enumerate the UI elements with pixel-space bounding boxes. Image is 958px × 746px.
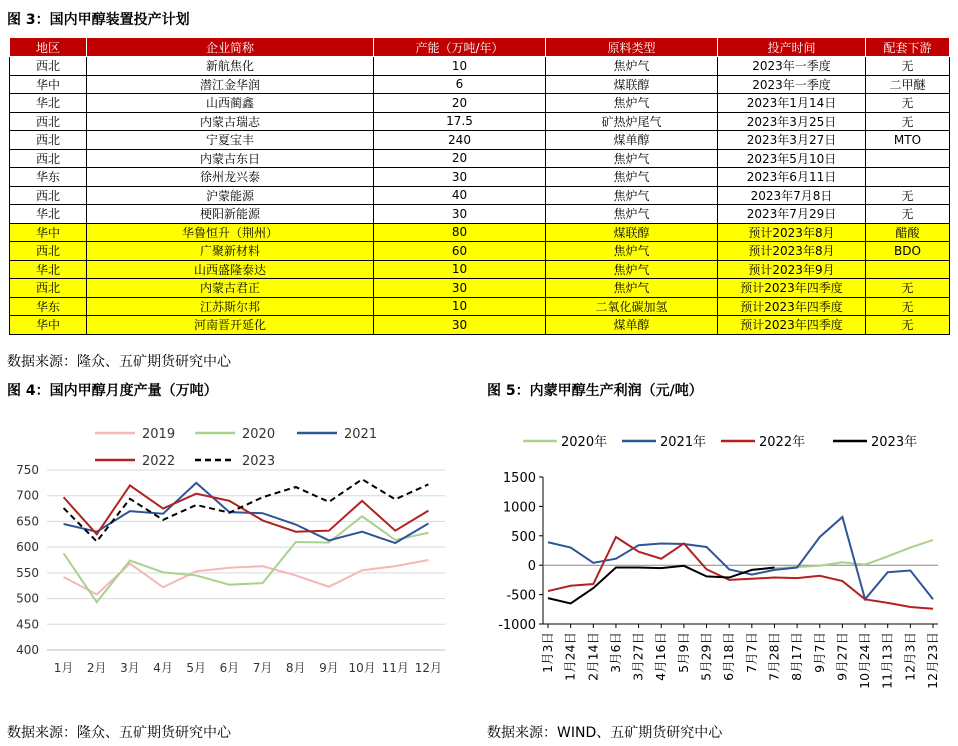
cell-company: 徐州龙兴泰 — [87, 168, 374, 187]
cell-region: 华东 — [10, 297, 87, 316]
y-tick-label: -500 — [506, 588, 536, 604]
cell-capacity: 240 — [374, 131, 546, 150]
table-row — [10, 149, 950, 168]
cell-region: 华中 — [10, 316, 87, 335]
cell-start-date: 预计2023年9月 — [718, 260, 866, 279]
x-tick-label: 8月17日 — [789, 632, 805, 681]
cell-downstream: 无 — [866, 279, 950, 298]
legend-label: 2022 — [142, 454, 176, 469]
capacity-plan-table — [9, 37, 950, 335]
cell-start-date: 2023年3月27日 — [718, 131, 866, 150]
cell-region: 西北 — [10, 112, 87, 131]
cell-downstream: 无 — [866, 57, 950, 76]
x-tick-label: 10月24日 — [857, 632, 873, 689]
cell-company: 广聚新材料 — [87, 242, 374, 261]
y-tick-label: 650 — [16, 514, 39, 529]
cell-feedstock: 焦炉气 — [546, 149, 718, 168]
cell-downstream: 无 — [866, 186, 950, 205]
x-tick-label: 1月3日 — [540, 632, 555, 673]
table-row — [10, 94, 950, 113]
x-tick-label: 3月6日 — [607, 632, 623, 673]
y-tick-label: 550 — [16, 565, 39, 580]
cell-region: 华东 — [10, 168, 87, 187]
fig3-title: 图 3：国内甲醇装置投产计划 — [7, 12, 190, 28]
cell-capacity: 10 — [374, 260, 546, 279]
x-tick-label: 4月 — [153, 661, 173, 675]
x-tick-label: 9月7日 — [811, 632, 827, 673]
cell-downstream: 无 — [866, 316, 950, 335]
table-row — [10, 186, 950, 205]
cell-company: 山西盛隆泰达 — [87, 260, 374, 279]
cell-feedstock: 煤联醇 — [546, 223, 718, 242]
table-row — [10, 316, 950, 335]
x-tick-label: 7月7日 — [743, 632, 759, 673]
cell-feedstock: 焦炉气 — [546, 242, 718, 261]
cell-capacity: 10 — [374, 57, 546, 76]
legend-label: 2021 — [344, 427, 378, 442]
y-tick-label: 600 — [16, 540, 39, 555]
cell-feedstock: 焦炉气 — [546, 279, 718, 298]
cell-start-date: 预计2023年四季度 — [718, 297, 866, 316]
cell-capacity: 17.5 — [374, 112, 546, 131]
x-tick-label: 10月 — [348, 661, 376, 675]
cell-feedstock: 焦炉气 — [546, 168, 718, 187]
x-tick-label: 4月16日 — [653, 632, 669, 681]
cell-company: 梗阳新能源 — [87, 205, 374, 224]
cell-feedstock: 焦炉气 — [546, 205, 718, 224]
table-row — [10, 75, 950, 94]
cell-company: 内蒙古东日 — [87, 149, 374, 168]
cell-company: 沪蒙能源 — [87, 186, 374, 205]
series-line-2022 — [64, 485, 429, 534]
legend-label: 2021年 — [660, 435, 707, 450]
x-tick-label: 1月 — [53, 661, 74, 675]
cell-downstream: 二甲醚 — [866, 75, 950, 94]
y-tick-label: 500 — [16, 591, 39, 606]
cell-company: 宁夏宝丰 — [87, 131, 374, 150]
legend-label: 2023年 — [871, 435, 918, 450]
cell-capacity: 20 — [374, 149, 546, 168]
header-capacity: 产能（万吨/年） — [374, 38, 546, 57]
table-row — [10, 223, 950, 242]
cell-feedstock: 焦炉气 — [546, 186, 718, 205]
cell-region: 西北 — [10, 242, 87, 261]
cell-downstream: 无 — [866, 205, 950, 224]
x-tick-label: 7月28日 — [766, 632, 782, 681]
table-row — [10, 131, 950, 150]
cell-region: 西北 — [10, 186, 87, 205]
cell-region: 华北 — [10, 205, 87, 224]
x-tick-label: 3月 — [120, 661, 140, 675]
cell-capacity: 80 — [374, 223, 546, 242]
cell-feedstock: 煤联醇 — [546, 75, 718, 94]
header-downstream: 配套下游 — [866, 38, 950, 57]
x-tick-label: 9月27日 — [834, 632, 850, 681]
header-company: 企业简称 — [87, 38, 374, 57]
cell-company: 华鲁恒升（荆州） — [87, 223, 374, 242]
cell-capacity: 10 — [374, 297, 546, 316]
cell-company: 内蒙古君正 — [87, 279, 374, 298]
y-tick-label: 0 — [527, 559, 536, 575]
cell-start-date: 2023年7月29日 — [718, 205, 866, 224]
fig3-source: 数据来源：隆众、五矿期货研究中心 — [7, 354, 231, 370]
cell-region: 华北 — [10, 94, 87, 113]
x-tick-label: 8月 — [285, 661, 306, 675]
table-row — [10, 260, 950, 279]
cell-region: 华北 — [10, 260, 87, 279]
cell-feedstock: 二氧化碳加氢 — [546, 297, 718, 316]
x-tick-label: 6月18日 — [721, 632, 737, 681]
x-tick-label: 7月 — [252, 661, 273, 675]
cell-company: 江苏斯尔邦 — [87, 297, 374, 316]
y-tick-label: 450 — [16, 617, 39, 632]
cell-start-date: 2023年一季度 — [718, 75, 866, 94]
cell-downstream — [866, 168, 950, 187]
cell-start-date: 2023年7月8日 — [718, 186, 866, 205]
legend-label: 2020 — [242, 427, 276, 442]
cell-downstream: 醋酸 — [866, 223, 950, 242]
legend-label: 2022年 — [759, 435, 806, 450]
cell-start-date: 2023年6月11日 — [718, 168, 866, 187]
cell-region: 西北 — [10, 279, 87, 298]
cell-start-date: 预计2023年四季度 — [718, 316, 866, 335]
y-tick-label: -1000 — [498, 618, 536, 633]
x-tick-label: 1月24日 — [562, 632, 578, 681]
table-row — [10, 297, 950, 316]
legend-label: 2019 — [142, 427, 176, 442]
x-tick-label: 9月 — [319, 661, 339, 675]
cell-company: 潜江金华润 — [87, 75, 374, 94]
cell-capacity: 30 — [374, 279, 546, 298]
cell-start-date: 2023年一季度 — [718, 57, 866, 76]
table-header-row — [10, 38, 950, 57]
table-row — [10, 168, 950, 187]
cell-start-date: 预计2023年8月 — [718, 242, 866, 261]
cell-capacity: 30 — [374, 205, 546, 224]
cell-feedstock: 焦炉气 — [546, 57, 718, 76]
cell-capacity: 20 — [374, 94, 546, 113]
series-line-2020 — [64, 516, 429, 602]
cell-region: 西北 — [10, 149, 87, 168]
cell-feedstock: 矿热炉尾气 — [546, 112, 718, 131]
cell-region: 华中 — [10, 223, 87, 242]
header-feedstock: 原料类型 — [546, 38, 718, 57]
cell-capacity: 60 — [374, 242, 546, 261]
cell-company: 内蒙古瑞志 — [87, 112, 374, 131]
table-row — [10, 242, 950, 261]
y-tick-label: 400 — [16, 643, 39, 657]
y-tick-label: 1500 — [502, 471, 536, 486]
x-tick-label: 11月13日 — [879, 632, 895, 689]
cell-downstream: MTO — [866, 131, 950, 150]
legend-label: 2023 — [242, 454, 276, 469]
header-start-date: 投产时间 — [718, 38, 866, 57]
table-row — [10, 279, 950, 298]
cell-capacity: 40 — [374, 186, 546, 205]
cell-capacity: 6 — [374, 75, 546, 94]
cell-downstream: 无 — [866, 112, 950, 131]
y-tick-label: 500 — [511, 529, 536, 545]
cell-feedstock: 煤单醇 — [546, 316, 718, 335]
x-tick-label: 6月 — [219, 661, 240, 675]
legend-label: 2020年 — [561, 435, 608, 450]
cell-capacity: 30 — [374, 316, 546, 335]
cell-start-date: 预计2023年8月 — [718, 223, 866, 242]
x-tick-label: 2月14日 — [585, 632, 601, 681]
y-tick-label: 1000 — [502, 500, 536, 516]
table-row — [10, 205, 950, 224]
fig4-source: 数据来源：隆众、五矿期货研究中心 — [7, 725, 231, 741]
cell-start-date: 预计2023年四季度 — [718, 279, 866, 298]
cell-company: 新航焦化 — [87, 57, 374, 76]
x-tick-label: 5月9日 — [675, 632, 691, 673]
series-line-2019 — [64, 560, 429, 594]
x-tick-label: 3月27日 — [630, 632, 646, 681]
fig5-source: 数据来源：WIND、五矿期货研究中心 — [487, 725, 723, 741]
cell-company: 山西蔺鑫 — [87, 94, 374, 113]
x-tick-label: 12月23日 — [925, 632, 940, 689]
cell-region: 华中 — [10, 75, 87, 94]
x-tick-label: 5月29日 — [698, 632, 714, 681]
cell-region: 西北 — [10, 57, 87, 76]
profit-chart — [480, 405, 958, 715]
cell-capacity: 30 — [374, 168, 546, 187]
cell-downstream: BDO — [866, 242, 950, 261]
cell-start-date: 2023年1月14日 — [718, 94, 866, 113]
cell-start-date: 2023年3月25日 — [718, 112, 866, 131]
cell-company: 河南晋开延化 — [87, 316, 374, 335]
cell-feedstock: 煤单醇 — [546, 131, 718, 150]
table-row — [10, 57, 950, 76]
cell-downstream: 无 — [866, 297, 950, 316]
cell-feedstock: 焦炉气 — [546, 260, 718, 279]
cell-region: 西北 — [10, 131, 87, 150]
x-tick-label: 5月 — [186, 661, 207, 675]
x-tick-label: 11月 — [381, 661, 409, 675]
header-region: 地区 — [10, 38, 87, 57]
cell-downstream — [866, 149, 950, 168]
monthly-output-chart — [0, 405, 470, 685]
fig4-title: 图 4：国内甲醇月度产量（万吨） — [7, 383, 218, 399]
cell-downstream — [866, 260, 950, 279]
x-tick-label: 12月3日 — [902, 632, 918, 681]
table-row — [10, 112, 950, 131]
cell-downstream: 无 — [866, 94, 950, 113]
x-tick-label: 12月 — [414, 661, 443, 675]
fig5-title: 图 5：内蒙甲醇生产利润（元/吨） — [487, 383, 703, 399]
cell-feedstock: 焦炉气 — [546, 94, 718, 113]
cell-start-date: 2023年5月10日 — [718, 149, 866, 168]
y-tick-label: 750 — [16, 463, 39, 477]
x-tick-label: 2月 — [86, 661, 107, 675]
y-tick-label: 700 — [16, 488, 39, 503]
